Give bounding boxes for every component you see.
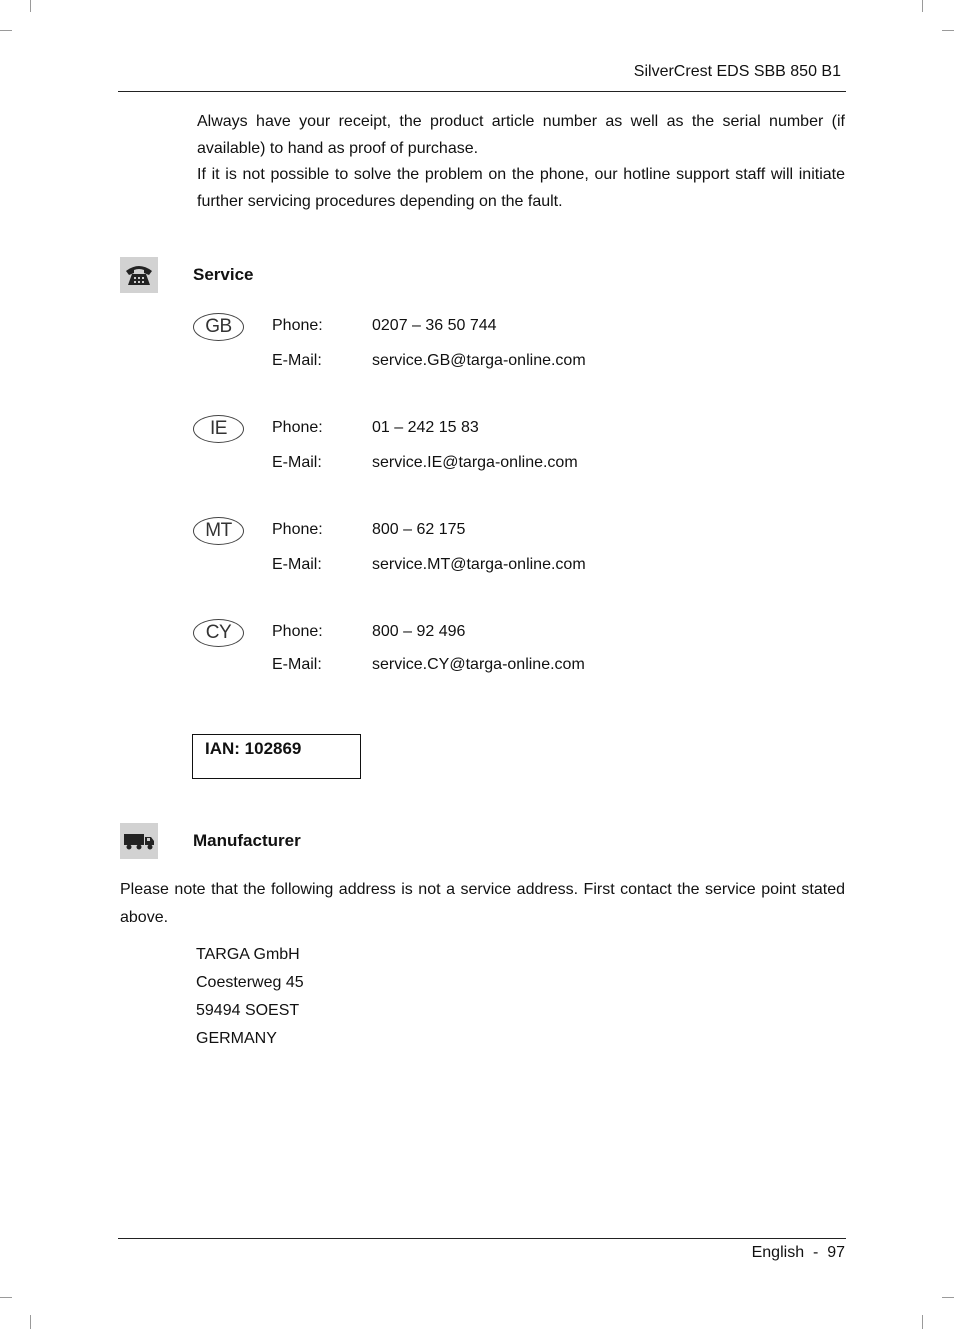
crop-mark bbox=[30, 1315, 31, 1329]
crop-mark bbox=[922, 0, 923, 12]
phone-label: Phone: bbox=[272, 623, 323, 640]
country-badge-gb: GB bbox=[193, 313, 244, 341]
phone-value: 800 – 62 175 bbox=[372, 521, 466, 538]
country-badge-cy: CY bbox=[193, 619, 244, 647]
manufacturer-note: Please note that the following address is not a service address. First contact the service point stated above. bbox=[120, 881, 845, 926]
crop-mark bbox=[922, 1315, 923, 1329]
email-label: E-Mail: bbox=[272, 352, 322, 369]
service-title: Service bbox=[193, 265, 254, 284]
intro-text bbox=[197, 109, 845, 215]
header-title: SilverCrest EDS SBB 850 B1 bbox=[633, 63, 841, 80]
email-value: service.IE@targa-online.com bbox=[372, 454, 578, 471]
phone-value: 01 – 242 15 83 bbox=[372, 419, 479, 436]
phone-label: Phone: bbox=[272, 521, 323, 538]
address-line: 59494 SOEST bbox=[196, 1002, 300, 1019]
phone-label: Phone: bbox=[272, 419, 323, 436]
country-badge-mt: MT bbox=[193, 517, 244, 545]
email-label: E-Mail: bbox=[272, 656, 322, 673]
address-line: Coesterweg 45 bbox=[196, 974, 304, 991]
page-footer: English - 97 bbox=[751, 1244, 845, 1261]
telephone-icon bbox=[120, 257, 158, 293]
crop-mark bbox=[0, 30, 12, 31]
email-label: E-Mail: bbox=[272, 454, 322, 471]
address-line: TARGA GmbH bbox=[196, 946, 300, 963]
address-line: GERMANY bbox=[196, 1030, 277, 1047]
crop-mark bbox=[0, 1297, 12, 1298]
crop-mark bbox=[942, 30, 954, 31]
email-value: service.GB@targa-online.com bbox=[372, 352, 586, 369]
phone-value: 800 – 92 496 bbox=[372, 623, 466, 640]
ian-box: IAN: 102869 bbox=[192, 734, 361, 779]
truck-icon bbox=[120, 823, 158, 859]
crop-mark bbox=[942, 1297, 954, 1298]
country-badge-ie: IE bbox=[193, 415, 244, 443]
email-value: service.MT@targa-online.com bbox=[372, 556, 586, 573]
manufacturer-title: Manufacturer bbox=[193, 831, 301, 850]
crop-mark bbox=[30, 0, 31, 12]
email-label: E-Mail: bbox=[272, 556, 322, 573]
email-value: service.CY@targa-online.com bbox=[372, 656, 585, 673]
phone-label: Phone: bbox=[272, 317, 323, 334]
footer-rule bbox=[118, 1238, 846, 1239]
phone-value: 0207 – 36 50 744 bbox=[372, 317, 497, 334]
header-rule bbox=[118, 91, 846, 92]
intro-paragraph: If it is not possible to solve the problem on the phone, our hotline support staff will initiate further servicing procedures depending on the fault. bbox=[197, 166, 845, 210]
intro-paragraph: Always have your receipt, the product article number as well as the serial number (if available) to hand as proof of purchase. bbox=[197, 113, 845, 157]
